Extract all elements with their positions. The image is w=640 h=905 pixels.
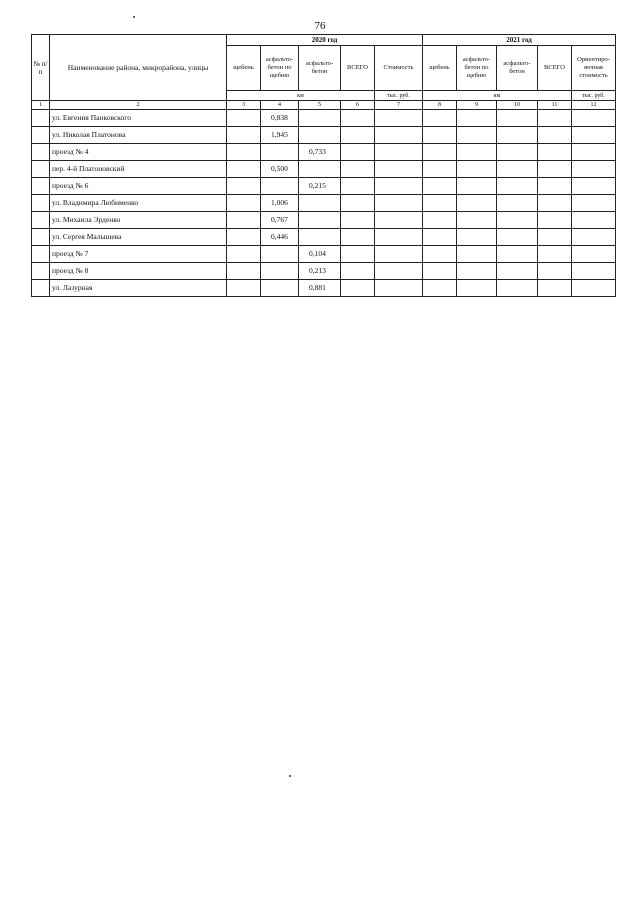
empty-cell [341, 280, 375, 297]
column-number: 1 [32, 101, 50, 110]
table-row [32, 246, 616, 263]
street-name-cell: ул. Евгения Панковского [50, 110, 227, 127]
column-number: 2 [50, 101, 227, 110]
empty-cell [538, 110, 572, 127]
empty-cell [375, 229, 423, 246]
row-number-cell [32, 144, 50, 161]
page-number: 76 [314, 20, 326, 32]
table-row [32, 178, 616, 195]
row-number-cell [32, 110, 50, 127]
empty-cell [227, 280, 261, 297]
empty-cell [497, 110, 538, 127]
empty-cell [572, 110, 616, 127]
street-name-cell: ул. Михаила Эрденко [50, 212, 227, 229]
empty-cell [423, 195, 457, 212]
table-row [32, 127, 616, 144]
empty-cell [457, 195, 497, 212]
empty-cell [457, 212, 497, 229]
row-number-cell [32, 229, 50, 246]
empty-cell [341, 178, 375, 195]
empty-cell [375, 110, 423, 127]
empty-cell [341, 144, 375, 161]
row-number-cell [32, 161, 50, 178]
empty-cell [497, 212, 538, 229]
empty-cell [227, 161, 261, 178]
empty-cell [423, 263, 457, 280]
column-numbers-row [32, 101, 616, 110]
empty-cell [227, 127, 261, 144]
empty-cell [457, 280, 497, 297]
header-2021-total: ВСЕГО [538, 46, 572, 91]
table-row [32, 263, 616, 280]
scan-speck [133, 16, 135, 18]
column-number: 4 [261, 101, 299, 110]
header-2020-gravel: щебень [227, 46, 261, 91]
table-row [32, 195, 616, 212]
street-name-cell: проезд № 8 [50, 263, 227, 280]
asphalt-2020-cell: 0,104 [299, 246, 341, 263]
empty-cell [457, 178, 497, 195]
header-2020-asphalt-on-gravel: асфальто-бетон по щебню [261, 46, 299, 91]
header-2021-asphalt-on-gravel: асфальто-бетон по щебню [457, 46, 497, 91]
empty-cell [497, 195, 538, 212]
empty-cell [341, 246, 375, 263]
roads-table [31, 34, 616, 297]
empty-cell [341, 229, 375, 246]
empty-cell [538, 127, 572, 144]
empty-cell [375, 212, 423, 229]
asphalt-2020-cell: 0,213 [299, 263, 341, 280]
asphalt-on-gravel-2020-cell: 1,945 [261, 127, 299, 144]
asphalt-on-gravel-2020-cell: 0,500 [261, 161, 299, 178]
row-number-cell [32, 246, 50, 263]
header-2020-total: ВСЕГО [341, 46, 375, 91]
empty-cell [497, 263, 538, 280]
asphalt-on-gravel-2020-cell [261, 246, 299, 263]
empty-cell [457, 161, 497, 178]
header-2020-cost: Стоимость [375, 46, 423, 91]
table-body [32, 110, 616, 297]
header-2021-cost: Ориентиро-вочная стоимость [572, 46, 616, 91]
empty-cell [572, 229, 616, 246]
street-name-cell: проезд № 6 [50, 178, 227, 195]
empty-cell [375, 127, 423, 144]
street-name-cell: проезд № 7 [50, 246, 227, 263]
empty-cell [457, 246, 497, 263]
asphalt-on-gravel-2020-cell: 0,446 [261, 229, 299, 246]
empty-cell [423, 110, 457, 127]
empty-cell [538, 263, 572, 280]
column-number: 12 [572, 101, 616, 110]
empty-cell [227, 246, 261, 263]
empty-cell [457, 229, 497, 246]
asphalt-on-gravel-2020-cell: 1,006 [261, 195, 299, 212]
header-row-years [32, 35, 616, 46]
empty-cell [457, 127, 497, 144]
asphalt-on-gravel-2020-cell [261, 263, 299, 280]
empty-cell [227, 229, 261, 246]
asphalt-2020-cell: 0,881 [299, 280, 341, 297]
column-number: 9 [457, 101, 497, 110]
table-row [32, 212, 616, 229]
column-number: 8 [423, 101, 457, 110]
unit-rub-2020: тыс. руб. [375, 91, 423, 101]
column-number: 6 [341, 101, 375, 110]
scan-speck [289, 775, 291, 777]
header-2021-gravel: щебень [423, 46, 457, 91]
empty-cell [341, 161, 375, 178]
empty-cell [375, 195, 423, 212]
empty-cell [572, 263, 616, 280]
empty-cell [538, 229, 572, 246]
asphalt-2020-cell [299, 229, 341, 246]
table-row [32, 229, 616, 246]
header-num: № п/п [32, 35, 50, 101]
street-name-cell: ул. Николая Платонова [50, 127, 227, 144]
table-row [32, 161, 616, 178]
empty-cell [423, 161, 457, 178]
empty-cell [497, 127, 538, 144]
empty-cell [572, 195, 616, 212]
unit-km-2020: км [227, 91, 375, 101]
empty-cell [423, 280, 457, 297]
empty-cell [423, 212, 457, 229]
empty-cell [497, 161, 538, 178]
empty-cell [227, 144, 261, 161]
asphalt-on-gravel-2020-cell [261, 178, 299, 195]
table-row [32, 144, 616, 161]
street-name-cell: ул. Владимира Любименко [50, 195, 227, 212]
asphalt-on-gravel-2020-cell: 0,838 [261, 110, 299, 127]
row-number-cell [32, 127, 50, 144]
empty-cell [538, 280, 572, 297]
empty-cell [423, 178, 457, 195]
empty-cell [423, 229, 457, 246]
empty-cell [227, 178, 261, 195]
empty-cell [497, 144, 538, 161]
empty-cell [538, 178, 572, 195]
header-2020-asphalt: асфальто-бетон [299, 46, 341, 91]
unit-rub-2021: тыс. руб. [572, 91, 616, 101]
asphalt-2020-cell [299, 110, 341, 127]
unit-km-2021: км [423, 91, 572, 101]
empty-cell [341, 212, 375, 229]
street-name-cell: ул. Лазурная [50, 280, 227, 297]
column-number: 10 [497, 101, 538, 110]
asphalt-on-gravel-2020-cell: 0,767 [261, 212, 299, 229]
empty-cell [497, 178, 538, 195]
asphalt-2020-cell [299, 127, 341, 144]
empty-cell [572, 161, 616, 178]
asphalt-on-gravel-2020-cell [261, 280, 299, 297]
column-number: 7 [375, 101, 423, 110]
empty-cell [538, 246, 572, 263]
empty-cell [572, 212, 616, 229]
empty-cell [423, 127, 457, 144]
empty-cell [572, 246, 616, 263]
empty-cell [538, 195, 572, 212]
empty-cell [227, 212, 261, 229]
asphalt-2020-cell [299, 161, 341, 178]
empty-cell [497, 229, 538, 246]
empty-cell [538, 161, 572, 178]
empty-cell [538, 144, 572, 161]
empty-cell [375, 280, 423, 297]
empty-cell [375, 178, 423, 195]
empty-cell [341, 195, 375, 212]
asphalt-2020-cell: 0,733 [299, 144, 341, 161]
empty-cell [341, 263, 375, 280]
asphalt-2020-cell: 0,215 [299, 178, 341, 195]
row-number-cell [32, 195, 50, 212]
empty-cell [572, 280, 616, 297]
empty-cell [227, 195, 261, 212]
table-row [32, 110, 616, 127]
empty-cell [497, 246, 538, 263]
column-number: 11 [538, 101, 572, 110]
empty-cell [423, 246, 457, 263]
empty-cell [572, 144, 616, 161]
empty-cell [375, 161, 423, 178]
empty-cell [497, 280, 538, 297]
empty-cell [457, 110, 497, 127]
asphalt-on-gravel-2020-cell [261, 144, 299, 161]
empty-cell [227, 110, 261, 127]
table-row [32, 280, 616, 297]
asphalt-2020-cell [299, 212, 341, 229]
header-name: Наименование района, микрорайона, улицы [50, 35, 227, 101]
empty-cell [341, 110, 375, 127]
street-name-cell: пер. 4-й Платоновский [50, 161, 227, 178]
empty-cell [375, 144, 423, 161]
header-year-2020: 2020 год [227, 35, 423, 46]
column-number: 3 [227, 101, 261, 110]
asphalt-2020-cell [299, 195, 341, 212]
empty-cell [375, 263, 423, 280]
empty-cell [341, 127, 375, 144]
empty-cell [423, 144, 457, 161]
street-name-cell: ул. Сергея Малышева [50, 229, 227, 246]
row-number-cell [32, 212, 50, 229]
row-number-cell [32, 178, 50, 195]
empty-cell [375, 246, 423, 263]
empty-cell [572, 127, 616, 144]
column-number: 5 [299, 101, 341, 110]
empty-cell [227, 263, 261, 280]
row-number-cell [32, 263, 50, 280]
header-2021-asphalt: асфальто-бетон [497, 46, 538, 91]
empty-cell [457, 144, 497, 161]
header-year-2021: 2021 год [423, 35, 616, 46]
empty-cell [538, 212, 572, 229]
row-number-cell [32, 280, 50, 297]
empty-cell [457, 263, 497, 280]
street-name-cell: проезд № 4 [50, 144, 227, 161]
empty-cell [572, 178, 616, 195]
